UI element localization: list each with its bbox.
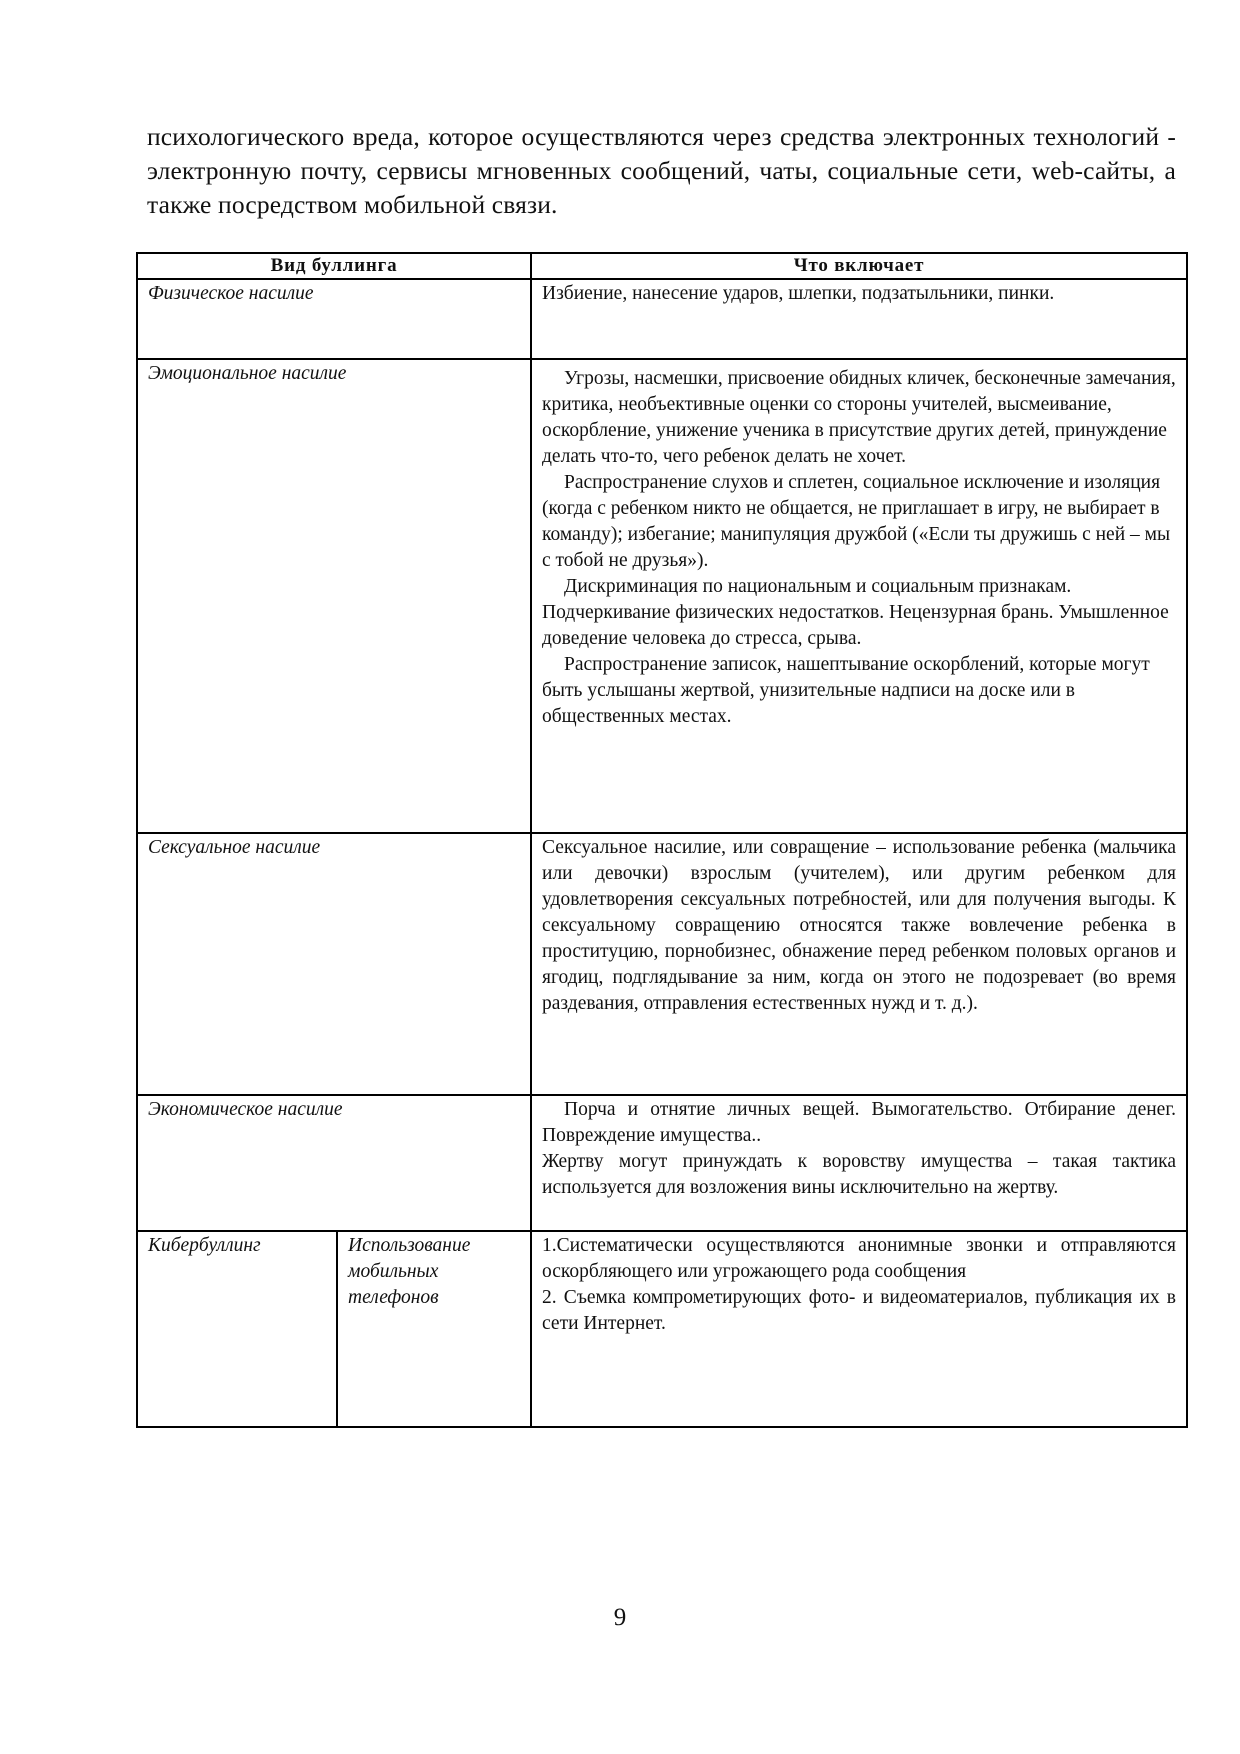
table-row	[137, 1231, 1187, 1427]
description-paragraph: Распространение записок, нашептывание оскорблений, которые могут быть услышаны жертвой, унизительные надписи на доске или в общественных местах.	[542, 654, 1150, 727]
description-paragraph: 2. Съемка компрометирующих фото- и видеоматериалов, публикация их в сети Интернет.	[542, 1287, 1177, 1334]
description-paragraph: Жертву могут принуждать к воровству имущества – такая тактика используется для возложения вины исключительно на жертву.	[542, 1151, 1177, 1198]
description-paragraph: Порча и отнятие личных вещей. Вымогательство. Отбирание денег. Повреждение имущества..	[542, 1099, 1177, 1146]
row-description-emotional	[531, 359, 1187, 833]
intro-paragraph: психологического вреда, которое осуществляются через средства электронных технологий - электронную почту, сервисы мгновенных сообщений, чаты, социальные сети, web-сайты, а также посредством мобильной связи.	[147, 122, 1176, 219]
table-row	[137, 359, 1187, 833]
row-type-economic: Экономическое насилие	[137, 1095, 531, 1231]
bullying-types-table	[136, 252, 1188, 1428]
table-row	[137, 1095, 1187, 1231]
row-description-physical	[531, 279, 1187, 359]
table-header-row	[137, 253, 1187, 279]
header-bullying-type: Вид буллинга	[137, 253, 531, 279]
table-row	[137, 833, 1187, 1095]
row-type-physical: Физическое насилие	[137, 279, 531, 359]
description-paragraph: Угрозы, насмешки, присвоение обидных кличек, бесконечные замечания, критика, необъективные оценки со стороны учителей, высмеивание, оскорбление, унижение ученика в присутствие других детей, принуждение делать что-то, чего ребенок делать не хочет.	[542, 368, 1176, 467]
description-paragraph: Избиение, нанесение ударов, шлепки, подзатыльники, пинки.	[542, 283, 1055, 304]
row-description-economic	[531, 1095, 1187, 1231]
row-subtype-mobile-phones: Использование мобильных телефонов	[337, 1231, 531, 1427]
row-type-sexual: Сексуальное насилие	[137, 833, 531, 1095]
page-number: 9	[613, 1604, 627, 1631]
description-paragraph: 1.Систематически осуществляются анонимные звонки и отправляются оскорбляющего или угрожающего рода сообщения	[542, 1235, 1177, 1282]
header-what-includes: Что включает	[531, 253, 1187, 279]
description-paragraph: Сексуальное насилие, или совращение – использование ребенка (мальчика или девочки) взрослым (учителем), или другим ребенком для удовлетворения сексуальных потребностей, или для получения выгоды. К сексуальному совращению относятся также вовлечение ребенка в проституцию, порнобизнес, обнажение перед ребенком половых органов и ягодиц, подглядывание за ним, когда он этого не подозревает (во время раздевания, отправления естественных нужд и т. д.).	[542, 837, 1177, 1014]
row-description-sexual	[531, 833, 1187, 1095]
description-paragraph: Распространение слухов и сплетен, социальное исключение и изоляция (когда с ребенком никто не общается, не приглашает в игру, не выбирает в команду); избегание; манипуляция дружбой («Если ты дружишь с ней – мы с тобой не друзья»).	[542, 472, 1171, 571]
row-description-cyberbullying	[531, 1231, 1187, 1427]
description-paragraph: Дискриминация по национальным и социальным признакам. Подчеркивание физических недостатков. Нецензурная брань. Умышленное доведение человека до стресса, срыва.	[542, 576, 1169, 649]
row-type-cyberbullying: Кибербуллинг	[137, 1231, 337, 1427]
row-type-emotional: Эмоциональное насилие	[137, 359, 531, 833]
table-row	[137, 279, 1187, 359]
